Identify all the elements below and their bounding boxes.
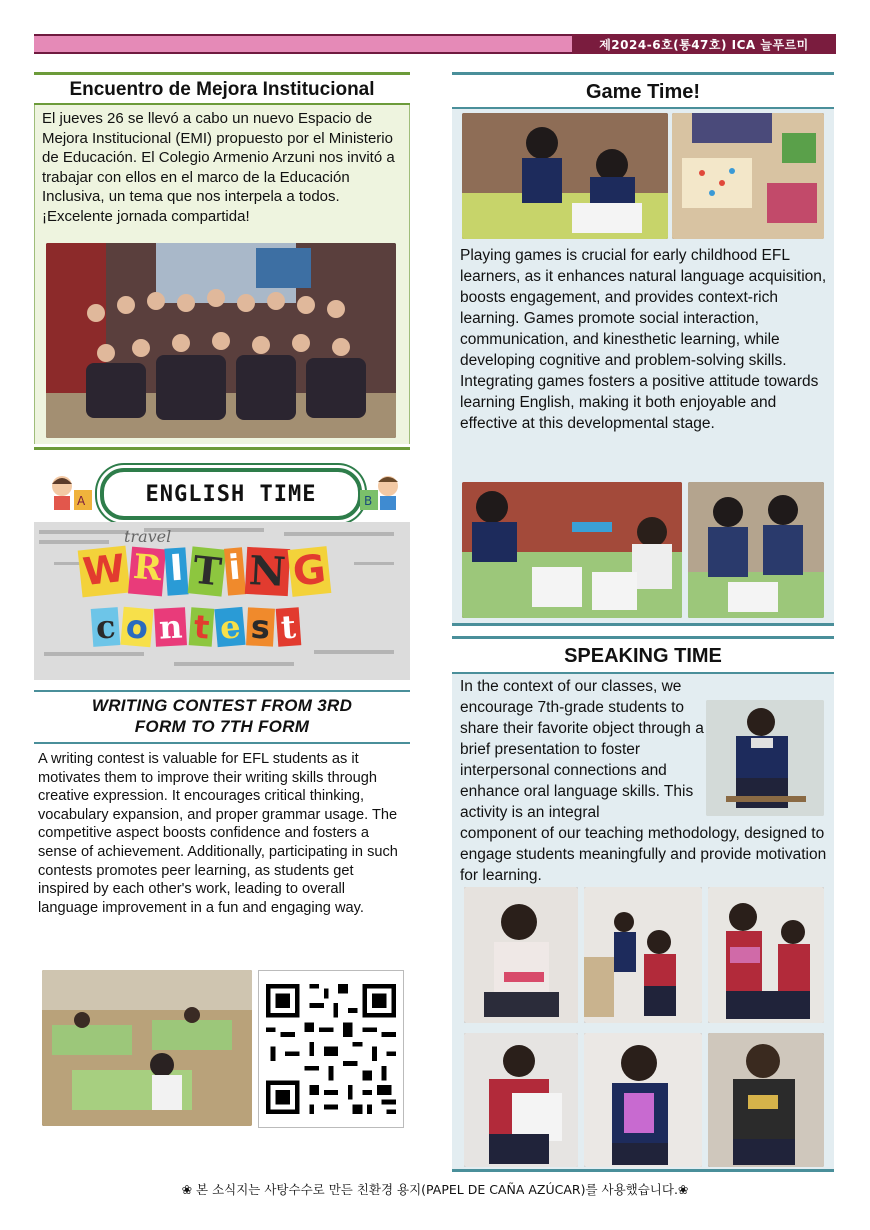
speaking-photo-5: [584, 1033, 702, 1167]
speaking-title: SPEAKING TIME: [564, 645, 722, 667]
qr-code[interactable]: [258, 970, 404, 1128]
banner-word-contest: [92, 608, 300, 646]
writing-body: A writing contest is valuable for EFL students as it motivates them to improve their writing skills through creative expression. It encourages critical thinking, vocabulary expansion, and proper grammar usage. The competitive aspect boosts confidence and fosters a sense of achievement. Additionally, participating in such contests promotes peer learning, as students get inspired by each other's work, leading to overall language improvement in a fun and engaging way.: [38, 751, 398, 916]
speaking-photo-4: [464, 1033, 578, 1167]
game-photo-boys-pair: [688, 482, 824, 618]
banner-letter: I: [165, 547, 190, 595]
banner-letter: R: [128, 547, 166, 597]
writing-title-block: [34, 690, 410, 744]
banner-letter: W: [78, 546, 131, 598]
banner-letter: c: [91, 607, 121, 647]
writing-classroom-photo: [42, 970, 252, 1126]
writing-contest-banner: [34, 522, 410, 680]
game-photo-boy-table: [462, 482, 682, 618]
girl-icon: [44, 472, 96, 512]
writing-title-line2: FORM TO 7TH FORM: [134, 717, 310, 736]
banner-letter: T: [187, 546, 226, 596]
banner-word-writing: [80, 545, 329, 596]
banner-letter: G: [288, 546, 332, 597]
footer-note: ❀ 본 소식지는 사탕수수로 만든 친환경 용지(PAPEL DE CAÑA AZÚCAR)를 사용했습니다.❀: [181, 1182, 689, 1197]
speaking-intro-photo: [706, 700, 824, 816]
issue-tag: 제2024-6호(통47호) ICA 늘푸르미: [572, 34, 836, 54]
svg-text:travel: travel: [124, 527, 172, 546]
boy-icon: [358, 472, 408, 512]
banner-letter: i: [224, 547, 246, 595]
emi-body: El jueves 26 se llevó a cabo un nuevo Espacio de Mejora Institucional (EMI) propuesto por el Ministerio de Educación. El Colegio Armenio Arzuni nos invitó a trabajar con ellos en el marco de la Educación Inclusiva, un tema que nos interpela a todos. ¡Excelente jornada compartida!: [42, 110, 395, 225]
speaking-photo-1: [464, 887, 578, 1023]
banner-letter: N: [244, 547, 289, 596]
game-photo-boardgame: [672, 113, 824, 239]
banner-letter: o: [121, 607, 154, 647]
emi-section: [34, 72, 410, 450]
game-section: [452, 72, 834, 626]
speaking-photo-6: [708, 1033, 824, 1167]
writing-title-line1: WRITING CONTEST FROM 3RD: [91, 696, 353, 715]
svg-text:B: B: [364, 494, 373, 508]
speaking-photo-2: [584, 887, 702, 1023]
speaking-body-top: In the context of our classes, we encourage 7th-grade students to share their favorite object through a brief presentation to foster interpersonal connections and enhance oral language skills. This activity is an integral: [460, 678, 704, 821]
speaking-body-bottom: component of our teaching methodology, designed to engage students meaningfully and provide motivation for learning.: [460, 825, 827, 884]
game-body: Playing games is crucial for early childhood EFL learners, as it enhances natural language acquisition, boosts engagement, and provides context-rich learning. Games promote social interaction, communication, and kinesthetic learning, while developing cognitive and problem-solving skills. Integrating games fosters a positive attitude towards learning English, making it both enjoyable and effective at this developmental stage.: [460, 247, 827, 432]
speaking-photo-3: [708, 887, 824, 1023]
banner-letter: n: [154, 607, 187, 647]
banner-letter: t: [276, 607, 301, 646]
banner-letter: e: [214, 607, 246, 647]
english-time-badge: ENGLISH TIME: [100, 468, 362, 520]
game-photo-girls: [462, 113, 668, 239]
banner-letter: s: [246, 607, 275, 646]
svg-text:A: A: [77, 494, 86, 508]
speaking-section: [452, 636, 834, 1172]
emi-title: Encuentro de Mejora Institucional: [69, 79, 375, 100]
game-title: Game Time!: [585, 81, 701, 103]
emi-group-photo: [46, 243, 396, 438]
banner-letter: t: [188, 607, 214, 647]
